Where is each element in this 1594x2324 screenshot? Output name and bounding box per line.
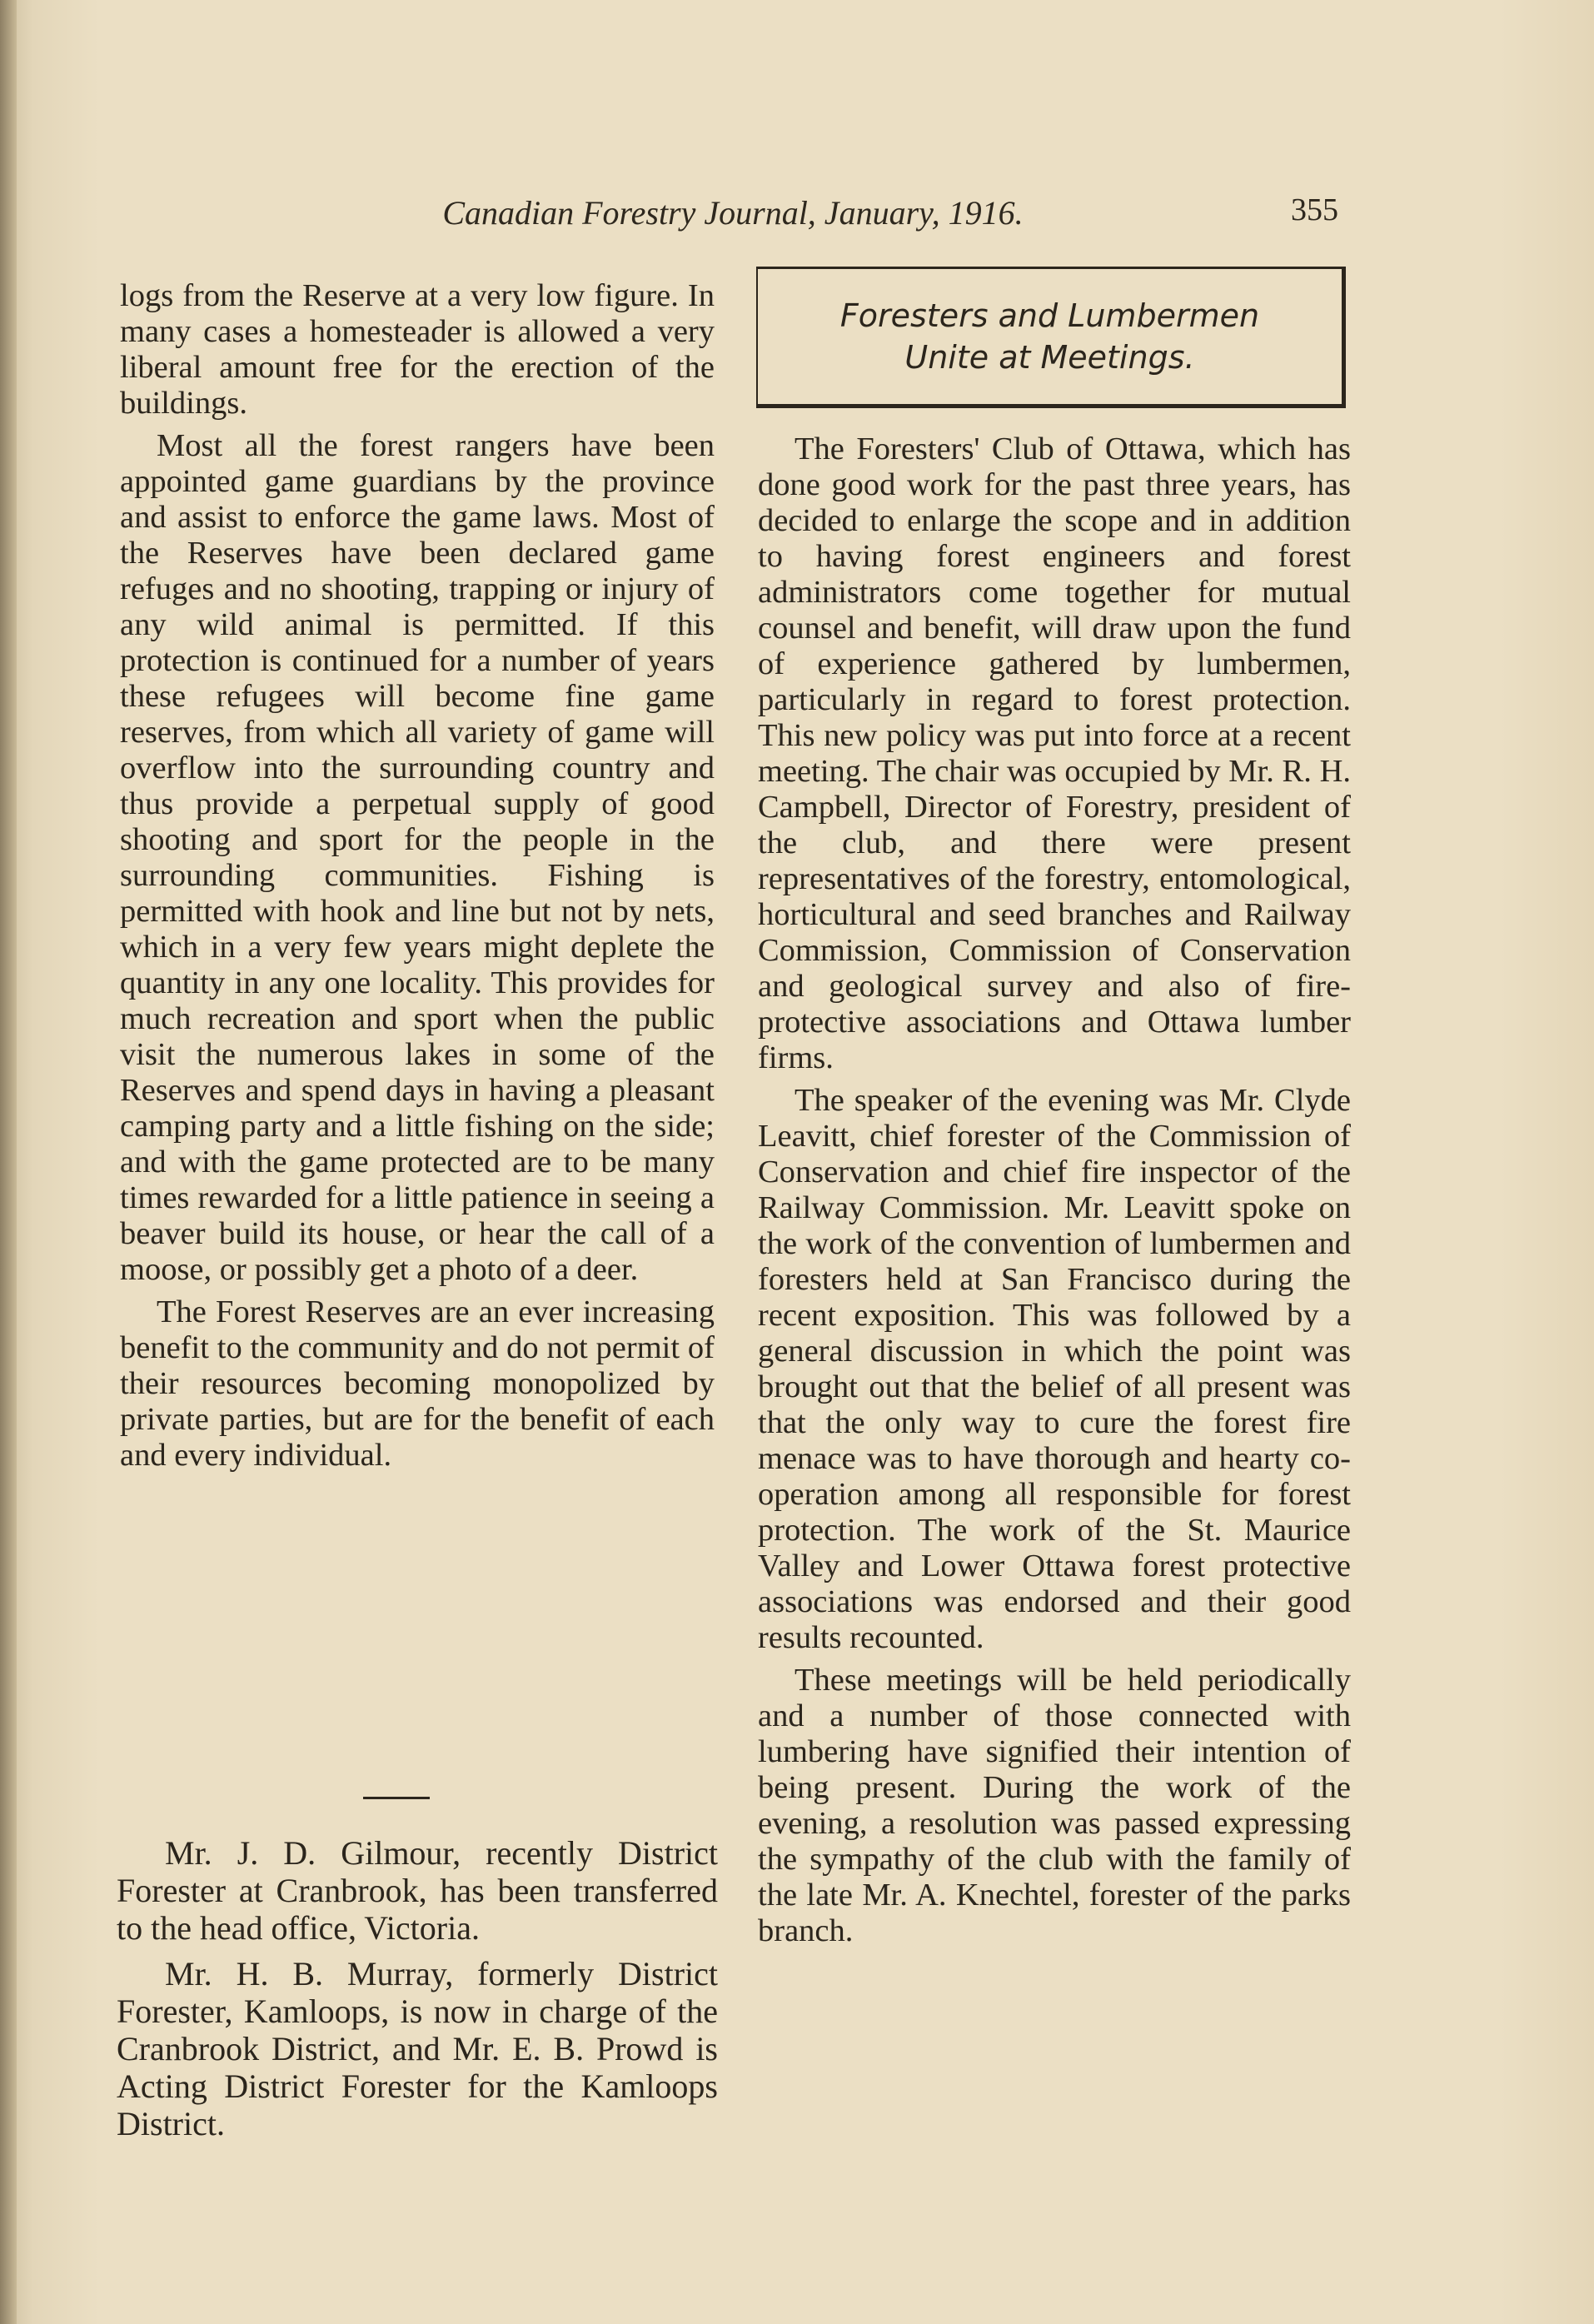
running-header: Canadian Forestry Journal, January, 1916. bbox=[442, 194, 1024, 232]
article-title-box bbox=[756, 267, 1346, 408]
left-paragraph-2: Most all the forest rangers have been appointed game guardians by the province and assist to enforce the game laws. Most of the Reserves have been declared game refuges and no shooting, trapping or injury of any wild animal is permitted. If this protection is continued for a number of years these refugees will become fine game reserves, from which all variety of game will overflow into the surrounding country and thus provide a perpetual supply of good shooting and sport for the people in the surrounding communities. Fishing is permitted with hook and line but not by nets, which in a very few years might deplete the quantity in any one locality. This provides for much recreation and sport when the public visit the numerous lakes in some of the Reserves and spend days in having a pleasant camping party and a little fishing on the side; and with the game protected are to be many times rewarded for a little patience in seeing a beaver build its house, or hear the call of a moose, or possibly get a photo of a deer. bbox=[120, 428, 715, 1287]
left-column bbox=[120, 278, 715, 1480]
page-number: 355 bbox=[1291, 192, 1338, 227]
left-paragraph-1: logs from the Reserve at a very low figure. In many cases a homesteader is allowed a very liberal amount free for the erection of the buildings. bbox=[120, 278, 715, 421]
note-murray: Mr. H. B. Murray, formerly District Forester, Kamloops, is now in charge of the Cranbrook District, and Mr. E. B. Prowd is Acting District Forester for the Kamloops District. bbox=[117, 1955, 718, 2142]
page-gutter-shadow bbox=[0, 0, 17, 2324]
right-column bbox=[758, 431, 1351, 1956]
section-divider bbox=[363, 1797, 430, 1799]
note-gilmour: Mr. J. D. Gilmour, recently District Forester at Cranbrook, has been transferred to the head office, Victoria. bbox=[117, 1834, 718, 1947]
staff-notes bbox=[117, 1834, 718, 2151]
article-title-line-1: Foresters and Lumbermen bbox=[839, 297, 1260, 334]
right-paragraph-1: The Foresters' Club of Ottawa, which has done good work for the past three years, has decided to enlarge the scope and in addition to having forest engineers and forest administrators come together for mutual counsel and benefit, will draw upon the fund of experience gathered by lumbermen, particularly in regard to forest protection. This new policy was put into force at a recent meeting. The chair was occupied by Mr. R. H. Campbell, Director of Forestry, president of the club, and there were present representatives of the forestry, entomological, horticultural and seed branches and Railway Commission, Commission of Conservation and geological survey and also of fire-protective associations and Ottawa lumber firms. bbox=[758, 431, 1351, 1075]
left-paragraph-3: The Forest Reserves are an ever increasing benefit to the community and do not permit of their resources becoming monopolized by private parties, but are for the benefit of each and every individual. bbox=[120, 1294, 715, 1473]
right-paragraph-3: These meetings will be held periodically and a number of those connected with lumbering have signified their intention of being present. During the work of the evening, a resolution was passed expressing the sympathy of the club with the family of the late Mr. A. Knechtel, forester of the parks branch. bbox=[758, 1663, 1351, 1948]
right-paragraph-2: The speaker of the evening was Mr. Clyde Leavitt, chief forester of the Commission of Conservation and chief fire inspector of the Railway Commission. Mr. Leavitt spoke on the work of the convention of lumbermen and foresters held at San Francisco during the recent exposition. This was followed by a general discussion in which the point was brought out that the belief of all present was that the only way to cure the forest fire menace was to have thorough and hearty co-operation among all responsible for forest protection. The work of the St. Maurice Valley and Lower Ottawa forest protective associations was endorsed and their good results recounted. bbox=[758, 1083, 1351, 1655]
article-title bbox=[840, 295, 1259, 378]
article-title-line-2: Unite at Meetings. bbox=[904, 339, 1195, 376]
